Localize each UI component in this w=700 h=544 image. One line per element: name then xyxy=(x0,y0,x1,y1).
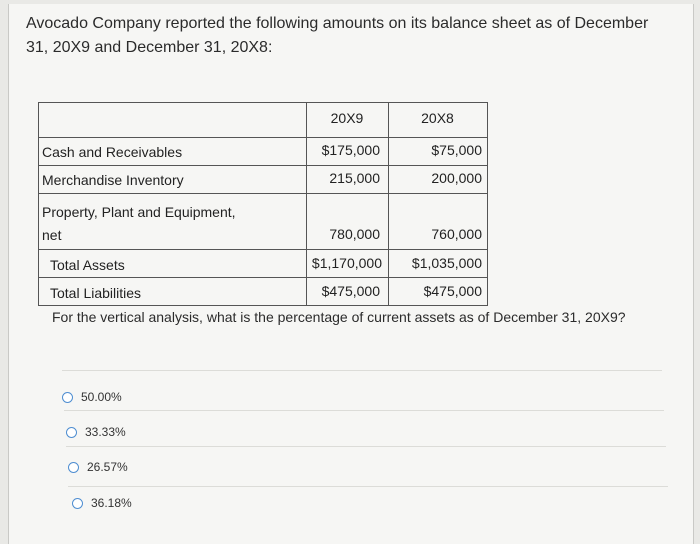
answer-option-1[interactable] xyxy=(62,390,122,404)
total-liabilities-20x8: $475,000 xyxy=(423,283,482,299)
table-border xyxy=(38,277,488,278)
inventory-20x9: 215,000 xyxy=(329,170,380,186)
question-prompt: For the vertical analysis, what is the percentage of current assets as of December 31, 20X9? xyxy=(52,309,626,325)
row-label-ppe-net: net xyxy=(42,227,62,243)
table-border xyxy=(38,193,488,194)
row-label-ppe: Property, Plant and Equipment, xyxy=(42,204,236,220)
divider xyxy=(68,486,668,487)
table-border xyxy=(487,102,488,306)
balance-sheet-table xyxy=(38,102,488,306)
table-border xyxy=(38,102,39,306)
radio-button[interactable] xyxy=(68,462,79,473)
radio-button[interactable] xyxy=(72,498,83,509)
radio-button[interactable] xyxy=(66,427,77,438)
ppe-20x9: 780,000 xyxy=(329,226,380,242)
total-liabilities-20x9: $475,000 xyxy=(321,283,380,299)
table-border xyxy=(388,102,389,306)
row-label-cash: Cash and Receivables xyxy=(42,144,183,160)
divider xyxy=(62,370,662,371)
row-label-total-assets: Total Assets xyxy=(50,257,125,273)
table-border xyxy=(38,102,488,103)
answer-option-4[interactable] xyxy=(72,496,132,510)
table-border xyxy=(38,165,488,166)
inventory-20x8: 200,000 xyxy=(431,170,482,186)
cash-20x8: $75,000 xyxy=(431,142,482,158)
answer-option-label: 26.57% xyxy=(87,460,128,474)
answer-option-label: 50.00% xyxy=(81,390,122,404)
table-border xyxy=(38,249,488,250)
answer-option-label: 36.18% xyxy=(91,496,132,510)
cash-20x9: $175,000 xyxy=(321,142,380,158)
row-label-total-liabilities: Total Liabilities xyxy=(50,285,142,301)
row-label-inventory: Merchandise Inventory xyxy=(42,172,184,188)
table-border xyxy=(38,137,488,138)
ppe-20x8: 760,000 xyxy=(431,226,482,242)
divider xyxy=(66,446,666,447)
radio-button[interactable] xyxy=(62,392,73,403)
total-assets-20x9: $1,170,000 xyxy=(311,255,382,271)
column-header-20x9: 20X9 xyxy=(330,110,364,126)
answer-option-3[interactable] xyxy=(68,460,128,474)
column-header-20x8: 20X8 xyxy=(421,110,454,126)
question-intro: Avocado Company reported the following amounts on its balance sheet as of December 31, 20X9 and December 31, 20X8: xyxy=(26,15,649,56)
divider xyxy=(64,410,664,411)
answer-option-2[interactable] xyxy=(66,425,126,439)
table-border xyxy=(306,102,307,306)
total-assets-20x8: $1,035,000 xyxy=(411,255,482,271)
answer-option-label: 33.33% xyxy=(85,425,126,439)
